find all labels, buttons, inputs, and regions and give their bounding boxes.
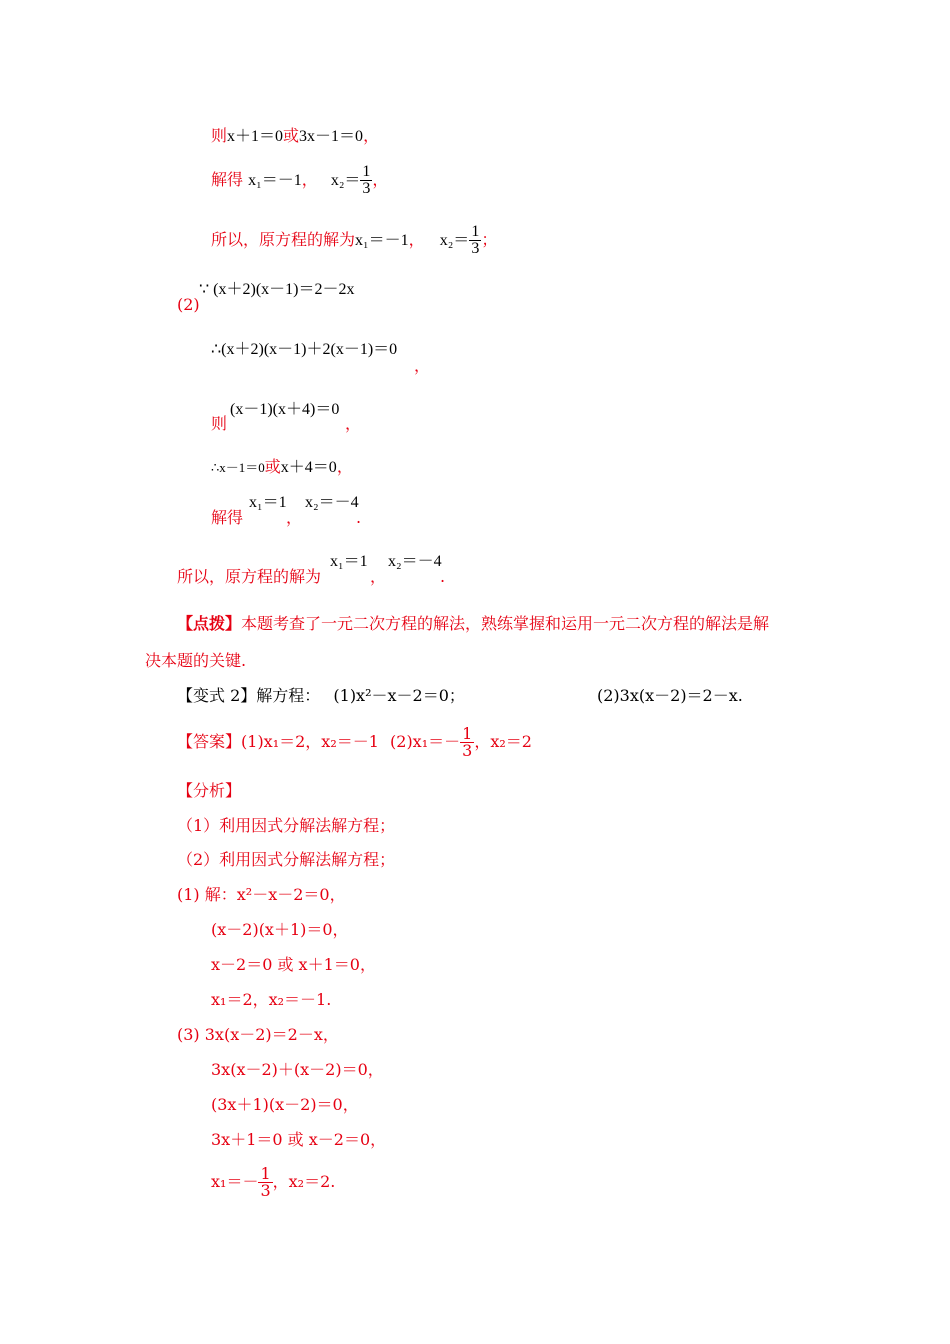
analysis-p1: （1）利用因式分解法解方程； (177, 816, 396, 835)
answer-part2-suffix: ，x₂＝2 (474, 732, 532, 751)
solution1-line2: (x－2)(x＋1)＝0， (211, 920, 349, 939)
solution2-l5-suffix: ，x₂＝2. (272, 1172, 336, 1191)
eq-x-plus-4: x＋4＝0 (280, 459, 337, 476)
solution-x2: x₂＝ (330, 172, 361, 189)
solution-x1: x₁＝－1 (355, 232, 409, 249)
tip-line-2: 决本题的关键. (145, 651, 247, 670)
variant-q1: (1)x²－x－2＝0； (333, 686, 465, 705)
variant-text: 解方程： (256, 686, 321, 705)
punct: ， (414, 356, 431, 375)
solution-x2: x₂＝ (439, 232, 470, 249)
punct: ， (345, 414, 362, 433)
then-label: 则 (211, 414, 228, 433)
punct: . (440, 567, 446, 586)
answer-line (177, 722, 532, 762)
frac-den: 3 (260, 1181, 271, 1200)
solution2-eq: 3x(x－2)＝2－x， (204, 1025, 339, 1044)
frac-num: 1 (260, 1164, 271, 1183)
answer-part2-prefix: (2)x₁＝－ (390, 732, 461, 751)
fraction-one-third (258, 1166, 272, 1199)
variant-tag: 【变式 2】 (177, 686, 257, 705)
frac-den: 3 (362, 180, 371, 197)
punct: ， (301, 170, 318, 189)
punct: ， (370, 567, 387, 586)
solution-x2: x₂＝－4 (305, 494, 359, 511)
punct: ， (336, 457, 353, 476)
solution-x1: x₁＝－1 (248, 172, 302, 189)
fraction-one-third (469, 224, 481, 257)
eq-given: ∵ (x＋2)(x－1)＝2－2x (199, 281, 355, 298)
solution-x1: x₁＝1 (249, 494, 287, 511)
conclusion-label: 所以，原方程的解为 (177, 567, 322, 586)
eq-factored: (x－1)(x＋4)＝0 (230, 401, 340, 418)
fraction-one-third (360, 164, 372, 197)
solution-x1: x₁＝1 (330, 553, 368, 570)
part2-label: (2) (177, 295, 200, 314)
punct: ； (481, 230, 498, 249)
conclusion-label: 所以，原方程的解为 (211, 230, 356, 249)
analysis-p2: （2）利用因式分解法解方程； (177, 850, 396, 869)
solution-x2: x₂＝－4 (388, 553, 442, 570)
punct: ， (363, 126, 380, 145)
analysis-tag: 【分析】 (177, 781, 242, 800)
punct: ， (372, 170, 389, 189)
solution2-l5-prefix: x₁＝－ (211, 1172, 259, 1191)
solution1-line1 (177, 885, 346, 905)
eq-therefore: ∴(x＋2)(x－1)＋2(x－1)＝0 (211, 341, 398, 358)
solution1-eq: x²－x－2＝0， (236, 885, 346, 904)
answer-part1: (1)x₁＝2，x₂＝－1 (241, 732, 379, 751)
punct: ， (286, 508, 303, 527)
tip-text: 本题考查了一元二次方程的解法，熟练掌握和运用一元二次方程的解法是解 (241, 614, 770, 633)
frac-den: 3 (462, 741, 473, 760)
solution2-line5 (211, 1162, 335, 1202)
frac-num: 1 (362, 163, 371, 180)
eq-x-plus-1: x＋1＝0 (227, 128, 284, 145)
frac-num: 1 (471, 223, 480, 240)
solution1-line4: x₁＝2，x₂＝－1. (211, 990, 332, 1009)
line-solve-1 (211, 160, 388, 201)
frac-den: 3 (471, 240, 480, 257)
answer-tag: 【答案】 (177, 732, 242, 751)
variant-line (177, 686, 465, 706)
tip-tag: 【点拨】 (177, 614, 242, 633)
frac-num: 1 (462, 724, 473, 743)
solution2-line2: 3x(x－2)＋(x－2)＝0， (211, 1060, 384, 1079)
or-label: 或 (283, 126, 300, 145)
solve-label: 解得 (211, 508, 244, 527)
line-then-factors (211, 126, 379, 147)
fraction-one-third (460, 726, 474, 759)
solution2-line4: 3x＋1＝0 或 x－2＝0， (211, 1130, 387, 1149)
solution1-label: (1) 解： (177, 885, 237, 904)
solution2-line3: (3x＋1)(x－2)＝0， (211, 1095, 359, 1114)
solve-label: 解得 (211, 170, 244, 189)
eq-x-minus-1: ∴x－1＝0 (211, 460, 265, 475)
solution2-label: (3) (177, 1025, 205, 1044)
punct: . (356, 508, 362, 527)
then-label: 则 (211, 126, 228, 145)
or-label: 或 (264, 457, 281, 476)
punct: ， (408, 230, 425, 249)
solution1-line3: x－2＝0 或 x＋1＝0， (211, 955, 376, 974)
eq-3x-minus-1: 3x－1＝0 (299, 128, 364, 145)
tip-line-1 (177, 614, 769, 634)
solution2-line1 (177, 1025, 339, 1045)
variant-q2: (2)3x(x－2)＝2－x. (597, 686, 743, 705)
line-conclusion-1 (211, 220, 497, 261)
line-or-split (211, 457, 353, 478)
